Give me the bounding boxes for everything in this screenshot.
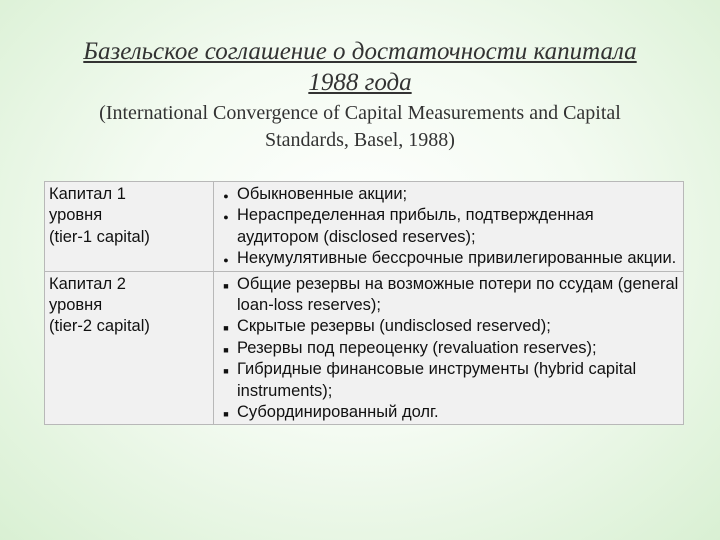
tier-label-line: уровня [49, 296, 103, 315]
list-item [218, 338, 679, 359]
square-bullet-icon [220, 338, 232, 361]
list-item-text: Нераспределенная прибыль, подтвержденная аудитором (disclosed reserves); [237, 206, 594, 246]
list-item [218, 359, 679, 402]
square-bullet-icon [220, 274, 232, 297]
list-item [218, 205, 679, 248]
tier-label-line: (tier-1 capital) [49, 227, 150, 246]
tier-1-label-cell [45, 182, 214, 272]
subtitle-line-1: (International Convergence of Capital Measurements and Capital [99, 102, 621, 124]
capital-tiers-table [44, 181, 684, 425]
tier-2-items-list [218, 274, 679, 424]
square-bullet-icon [220, 316, 232, 339]
list-item [218, 274, 679, 317]
round-bullet-icon [220, 205, 232, 228]
title-line-1: Базельское соглашение о достаточности капитала [83, 38, 637, 65]
title-line-2: 1988 года [308, 69, 412, 96]
tier-2-label-cell [45, 271, 214, 425]
list-item-text: Общие резервы на возможные потери по ссудам (general loan-loss reserves); [237, 274, 679, 315]
table-row-tier-1 [45, 182, 684, 272]
round-bullet-icon [220, 184, 232, 207]
table-row-tier-2 [45, 271, 684, 425]
list-item-text: Резервы под переоценку (revaluation reserves); [237, 338, 597, 357]
square-bullet-icon [220, 402, 232, 425]
capital-tiers-table-body [45, 182, 684, 425]
list-item [218, 184, 679, 205]
square-bullet-icon [220, 359, 232, 382]
slide-title [20, 36, 700, 98]
tier-1-items-cell [214, 182, 684, 272]
list-item-text: Гибридные финансовые инструменты (hybrid capital instruments); [237, 360, 637, 400]
tier-label-line: уровня [49, 206, 103, 225]
round-bullet-icon [220, 248, 232, 271]
tier-label-line: Капитал 2 [49, 274, 126, 293]
list-item-text: Некумулятивные бессрочные привилегированные акции. [237, 249, 677, 268]
list-item [218, 402, 679, 423]
list-item-text: Субординированный долг. [237, 403, 439, 422]
list-item-text: Обыкновенные акции; [237, 185, 408, 203]
list-item [218, 248, 679, 269]
slide-subtitle [20, 100, 700, 154]
tier-1-items-list [218, 184, 679, 270]
tier-label-line: Капитал 1 [49, 185, 126, 203]
list-item [218, 316, 679, 337]
list-item-text: Скрытые резервы (undisclosed reserved); [237, 317, 551, 336]
tier-label-line: (tier-2 capital) [49, 317, 150, 336]
subtitle-line-2: Standards, Basel, 1988) [265, 129, 455, 151]
tier-2-items-cell [214, 271, 684, 425]
